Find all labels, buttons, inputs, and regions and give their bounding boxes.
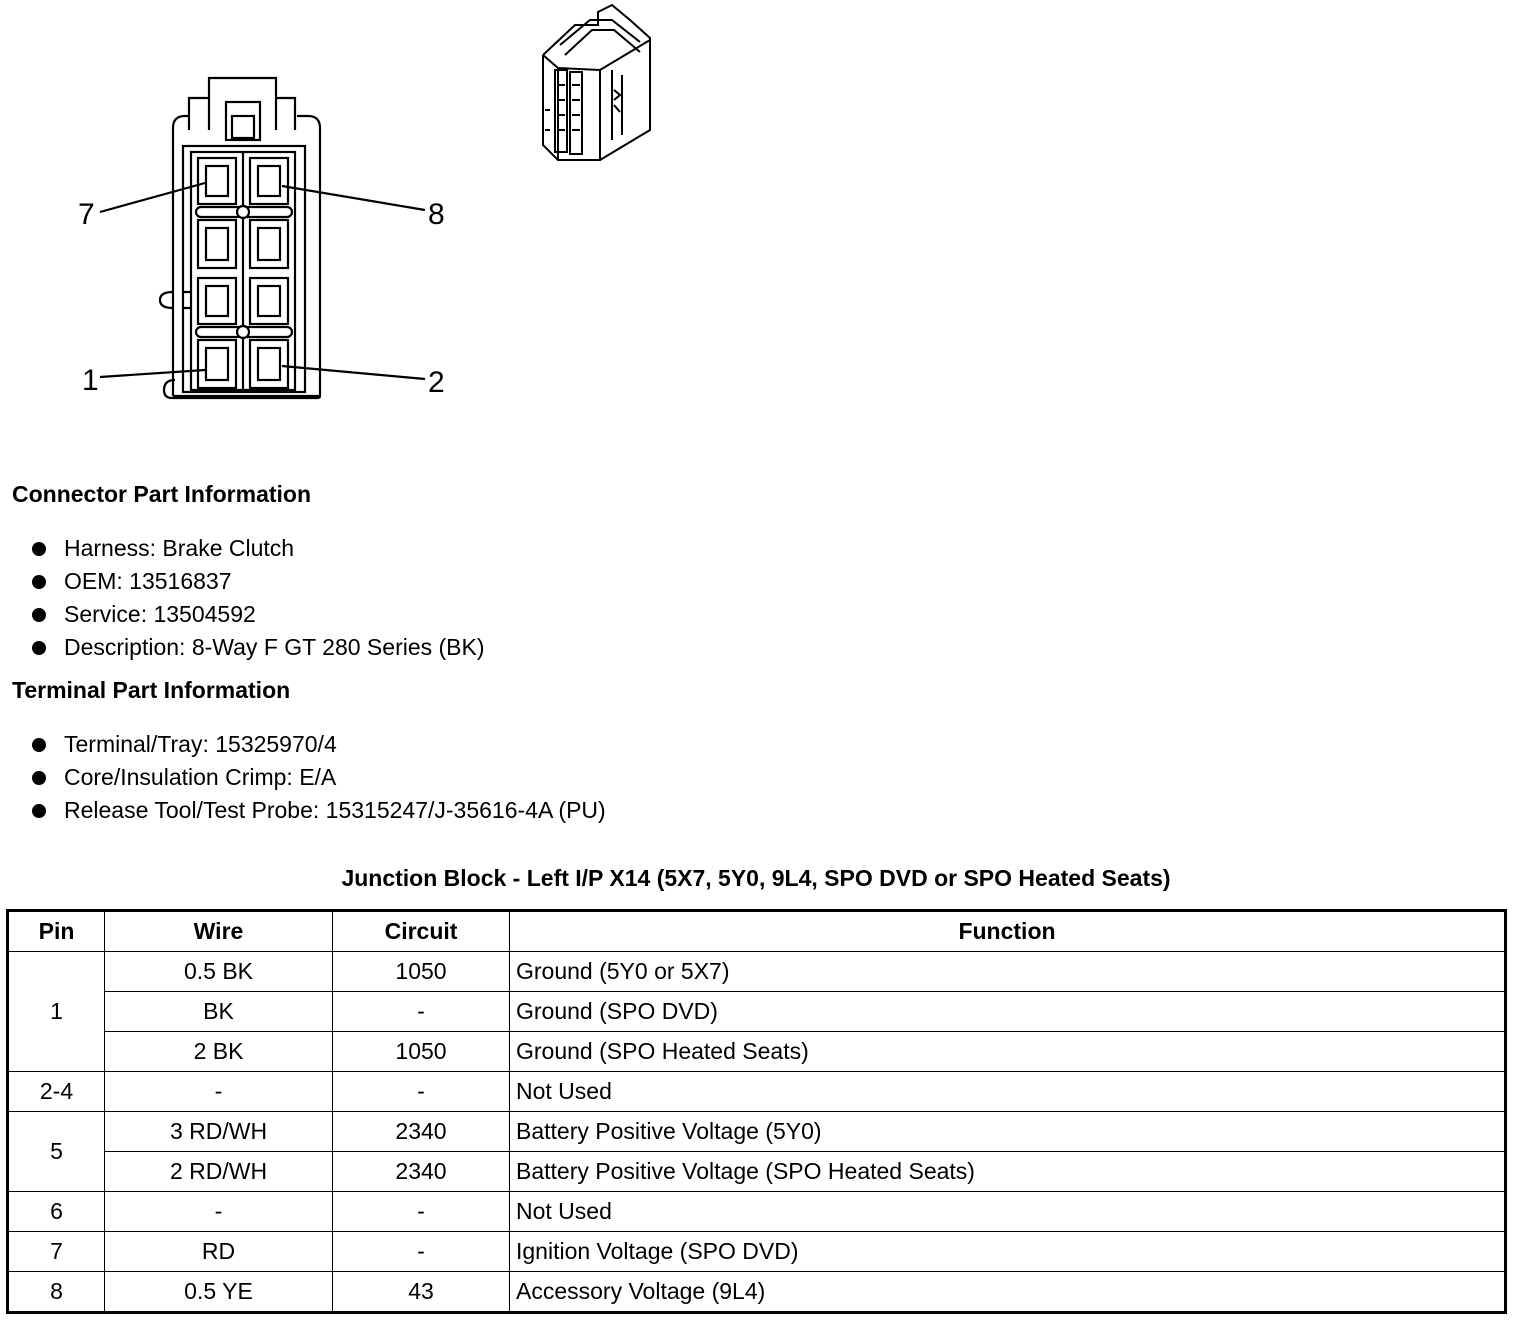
bullet-icon bbox=[32, 738, 46, 752]
table-row bbox=[8, 1072, 1506, 1112]
pin-2-label: 2 bbox=[428, 366, 445, 399]
wire-cell: RD bbox=[105, 1232, 333, 1272]
pin-7-label: 7 bbox=[78, 198, 95, 231]
bullet-icon bbox=[32, 608, 46, 622]
function-cell: Ignition Voltage (SPO DVD) bbox=[510, 1232, 1506, 1272]
connector-part-info-heading: Connector Part Information bbox=[12, 481, 312, 507]
table-row bbox=[8, 1032, 1506, 1072]
circuit-cell: - bbox=[333, 1232, 510, 1272]
connector-part-info-list bbox=[30, 532, 485, 664]
table-row bbox=[8, 1152, 1506, 1192]
pin-cell: 2-4 bbox=[8, 1072, 105, 1112]
wire-cell: 3 RD/WH bbox=[105, 1112, 333, 1152]
circuit-cell: 2340 bbox=[333, 1112, 510, 1152]
circuit-cell: 1050 bbox=[333, 1032, 510, 1072]
table-row bbox=[8, 1232, 1506, 1272]
connector-face-view bbox=[0, 0, 700, 420]
function-cell: Not Used bbox=[510, 1192, 1506, 1232]
terminal-part-info-heading: Terminal Part Information bbox=[12, 677, 291, 703]
bullet-icon bbox=[32, 575, 46, 589]
connector-isometric-view bbox=[543, 5, 650, 160]
wire-cell: 0.5 BK bbox=[105, 952, 333, 992]
table-row bbox=[8, 992, 1506, 1032]
list-item: Release Tool/Test Probe: 15315247/J-35616-4A (PU) bbox=[30, 794, 606, 827]
function-cell: Battery Positive Voltage (SPO Heated Seats) bbox=[510, 1152, 1506, 1192]
table-row bbox=[8, 952, 1506, 992]
pin-cell: 7 bbox=[8, 1232, 105, 1272]
list-item: Core/Insulation Crimp: E/A bbox=[30, 761, 606, 794]
pin-cell: 6 bbox=[8, 1192, 105, 1232]
column-header-function: Function bbox=[510, 911, 1506, 952]
pin-cell: 5 bbox=[8, 1112, 105, 1192]
connector-diagram bbox=[0, 0, 700, 420]
terminal-part-info-list bbox=[30, 728, 606, 827]
wire-cell: - bbox=[105, 1072, 333, 1112]
function-cell: Ground (5Y0 or 5X7) bbox=[510, 952, 1506, 992]
bullet-icon bbox=[32, 804, 46, 818]
circuit-cell: - bbox=[333, 1072, 510, 1112]
function-cell: Battery Positive Voltage (5Y0) bbox=[510, 1112, 1506, 1152]
wire-cell: - bbox=[105, 1192, 333, 1232]
table-row bbox=[8, 1272, 1506, 1313]
circuit-cell: - bbox=[333, 992, 510, 1032]
bullet-icon bbox=[32, 542, 46, 556]
table-row bbox=[8, 1192, 1506, 1232]
circuit-cell: - bbox=[333, 1192, 510, 1232]
list-item: Service: 13504592 bbox=[30, 598, 485, 631]
circuit-cell: 43 bbox=[333, 1272, 510, 1313]
bullet-icon bbox=[32, 771, 46, 785]
wire-cell: 0.5 YE bbox=[105, 1272, 333, 1313]
wire-cell: 2 BK bbox=[105, 1032, 333, 1072]
circuit-cell: 1050 bbox=[333, 952, 510, 992]
column-header-circuit: Circuit bbox=[333, 911, 510, 952]
pin-cell: 8 bbox=[8, 1272, 105, 1313]
column-header-wire: Wire bbox=[105, 911, 333, 952]
function-cell: Ground (SPO DVD) bbox=[510, 992, 1506, 1032]
pin-1-label: 1 bbox=[82, 364, 99, 397]
function-cell: Accessory Voltage (9L4) bbox=[510, 1272, 1506, 1313]
pin-cell: 1 bbox=[8, 952, 105, 1072]
list-item: Harness: Brake Clutch bbox=[30, 532, 485, 565]
pinout-table bbox=[6, 909, 1507, 1314]
pin-8-label: 8 bbox=[428, 198, 445, 231]
list-item: OEM: 13516837 bbox=[30, 565, 485, 598]
circuit-cell: 2340 bbox=[333, 1152, 510, 1192]
function-cell: Ground (SPO Heated Seats) bbox=[510, 1032, 1506, 1072]
wire-cell: BK bbox=[105, 992, 333, 1032]
wire-cell: 2 RD/WH bbox=[105, 1152, 333, 1192]
table-header-row bbox=[8, 911, 1506, 952]
column-header-pin: Pin bbox=[8, 911, 105, 952]
function-cell: Not Used bbox=[510, 1072, 1506, 1112]
bullet-icon bbox=[32, 641, 46, 655]
list-item: Description: 8-Way F GT 280 Series (BK) bbox=[30, 631, 485, 664]
table-title: Junction Block - Left I/P X14 (5X7, 5Y0, 9L4, SPO DVD or SPO Heated Seats) bbox=[341, 865, 1171, 891]
table-row bbox=[8, 1112, 1506, 1152]
list-item: Terminal/Tray: 15325970/4 bbox=[30, 728, 606, 761]
